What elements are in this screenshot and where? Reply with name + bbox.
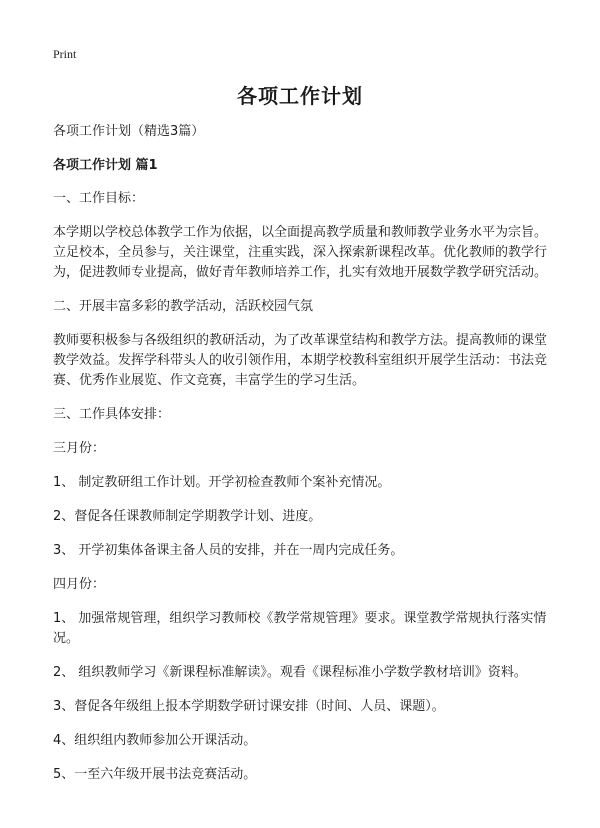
paragraph: 3、督促各年级组上报本学期数学研讨课安排（时间、人员、课题）。 <box>53 699 445 714</box>
intro-line: 各项工作计划（精选3篇） <box>53 124 205 139</box>
document-title: 各项工作计划 <box>237 84 363 108</box>
paragraph: 二、开展丰富多彩的教学活动，活跃校园气氛 <box>53 299 314 314</box>
paragraph: 1、 加强常规管理，组织学习教师校《教学常规管理》要求。课堂教学常规执行落实情况。 <box>53 611 547 646</box>
document-body <box>53 122 556 799</box>
paragraph: 三、工作具体安排： <box>53 407 171 422</box>
section-title: 各项工作计划 篇1 <box>53 158 158 173</box>
paragraph: 一、工作目标： <box>53 191 145 206</box>
paragraph: 2、督促各任课教师制定学期教学计划、进度。 <box>53 509 322 524</box>
print-label: Print <box>53 47 77 61</box>
paragraph: 4、组织组内教师参加公开课活动。 <box>53 733 257 748</box>
paragraph: 三月份： <box>53 441 106 456</box>
paragraph: 1、 制定教研组工作计划。开学初检查教师个案补充情况。 <box>53 475 391 490</box>
paragraph: 四月份： <box>53 577 106 592</box>
paragraph: 5、一至六年级开展书法竞赛活动。 <box>53 767 257 782</box>
paragraph: 2、 组织教师学习《新课程标准解读》。观看《课程标准小学数学教材培训》资料。 <box>53 665 527 680</box>
paragraph: 本学期以学校总体教学工作为依据，以全面提高教学质量和教师教学业务水平为宗旨。立足校本，全员参与，关注课堂，注重实践，深入探索新课程改革。优化教师的教学行为，促进教师专业提高，做好青年教师培养工作，扎实有效地开展数学教学研究活动。 <box>53 225 548 280</box>
paragraph: 教师要积极参与各级组织的教研活动，为了改革课堂结构和教学方法。提高教师的课堂教学效益。发挥学科带头人的收引领作用，本期学校教科室组织开展学生活动：书法竞赛、优秀作业展览、作文竞赛，丰富学生的学习生活。 <box>53 333 548 388</box>
paragraph: 3、 开学初集体备课主备人员的安排，并在一周内完成任务。 <box>53 543 404 558</box>
